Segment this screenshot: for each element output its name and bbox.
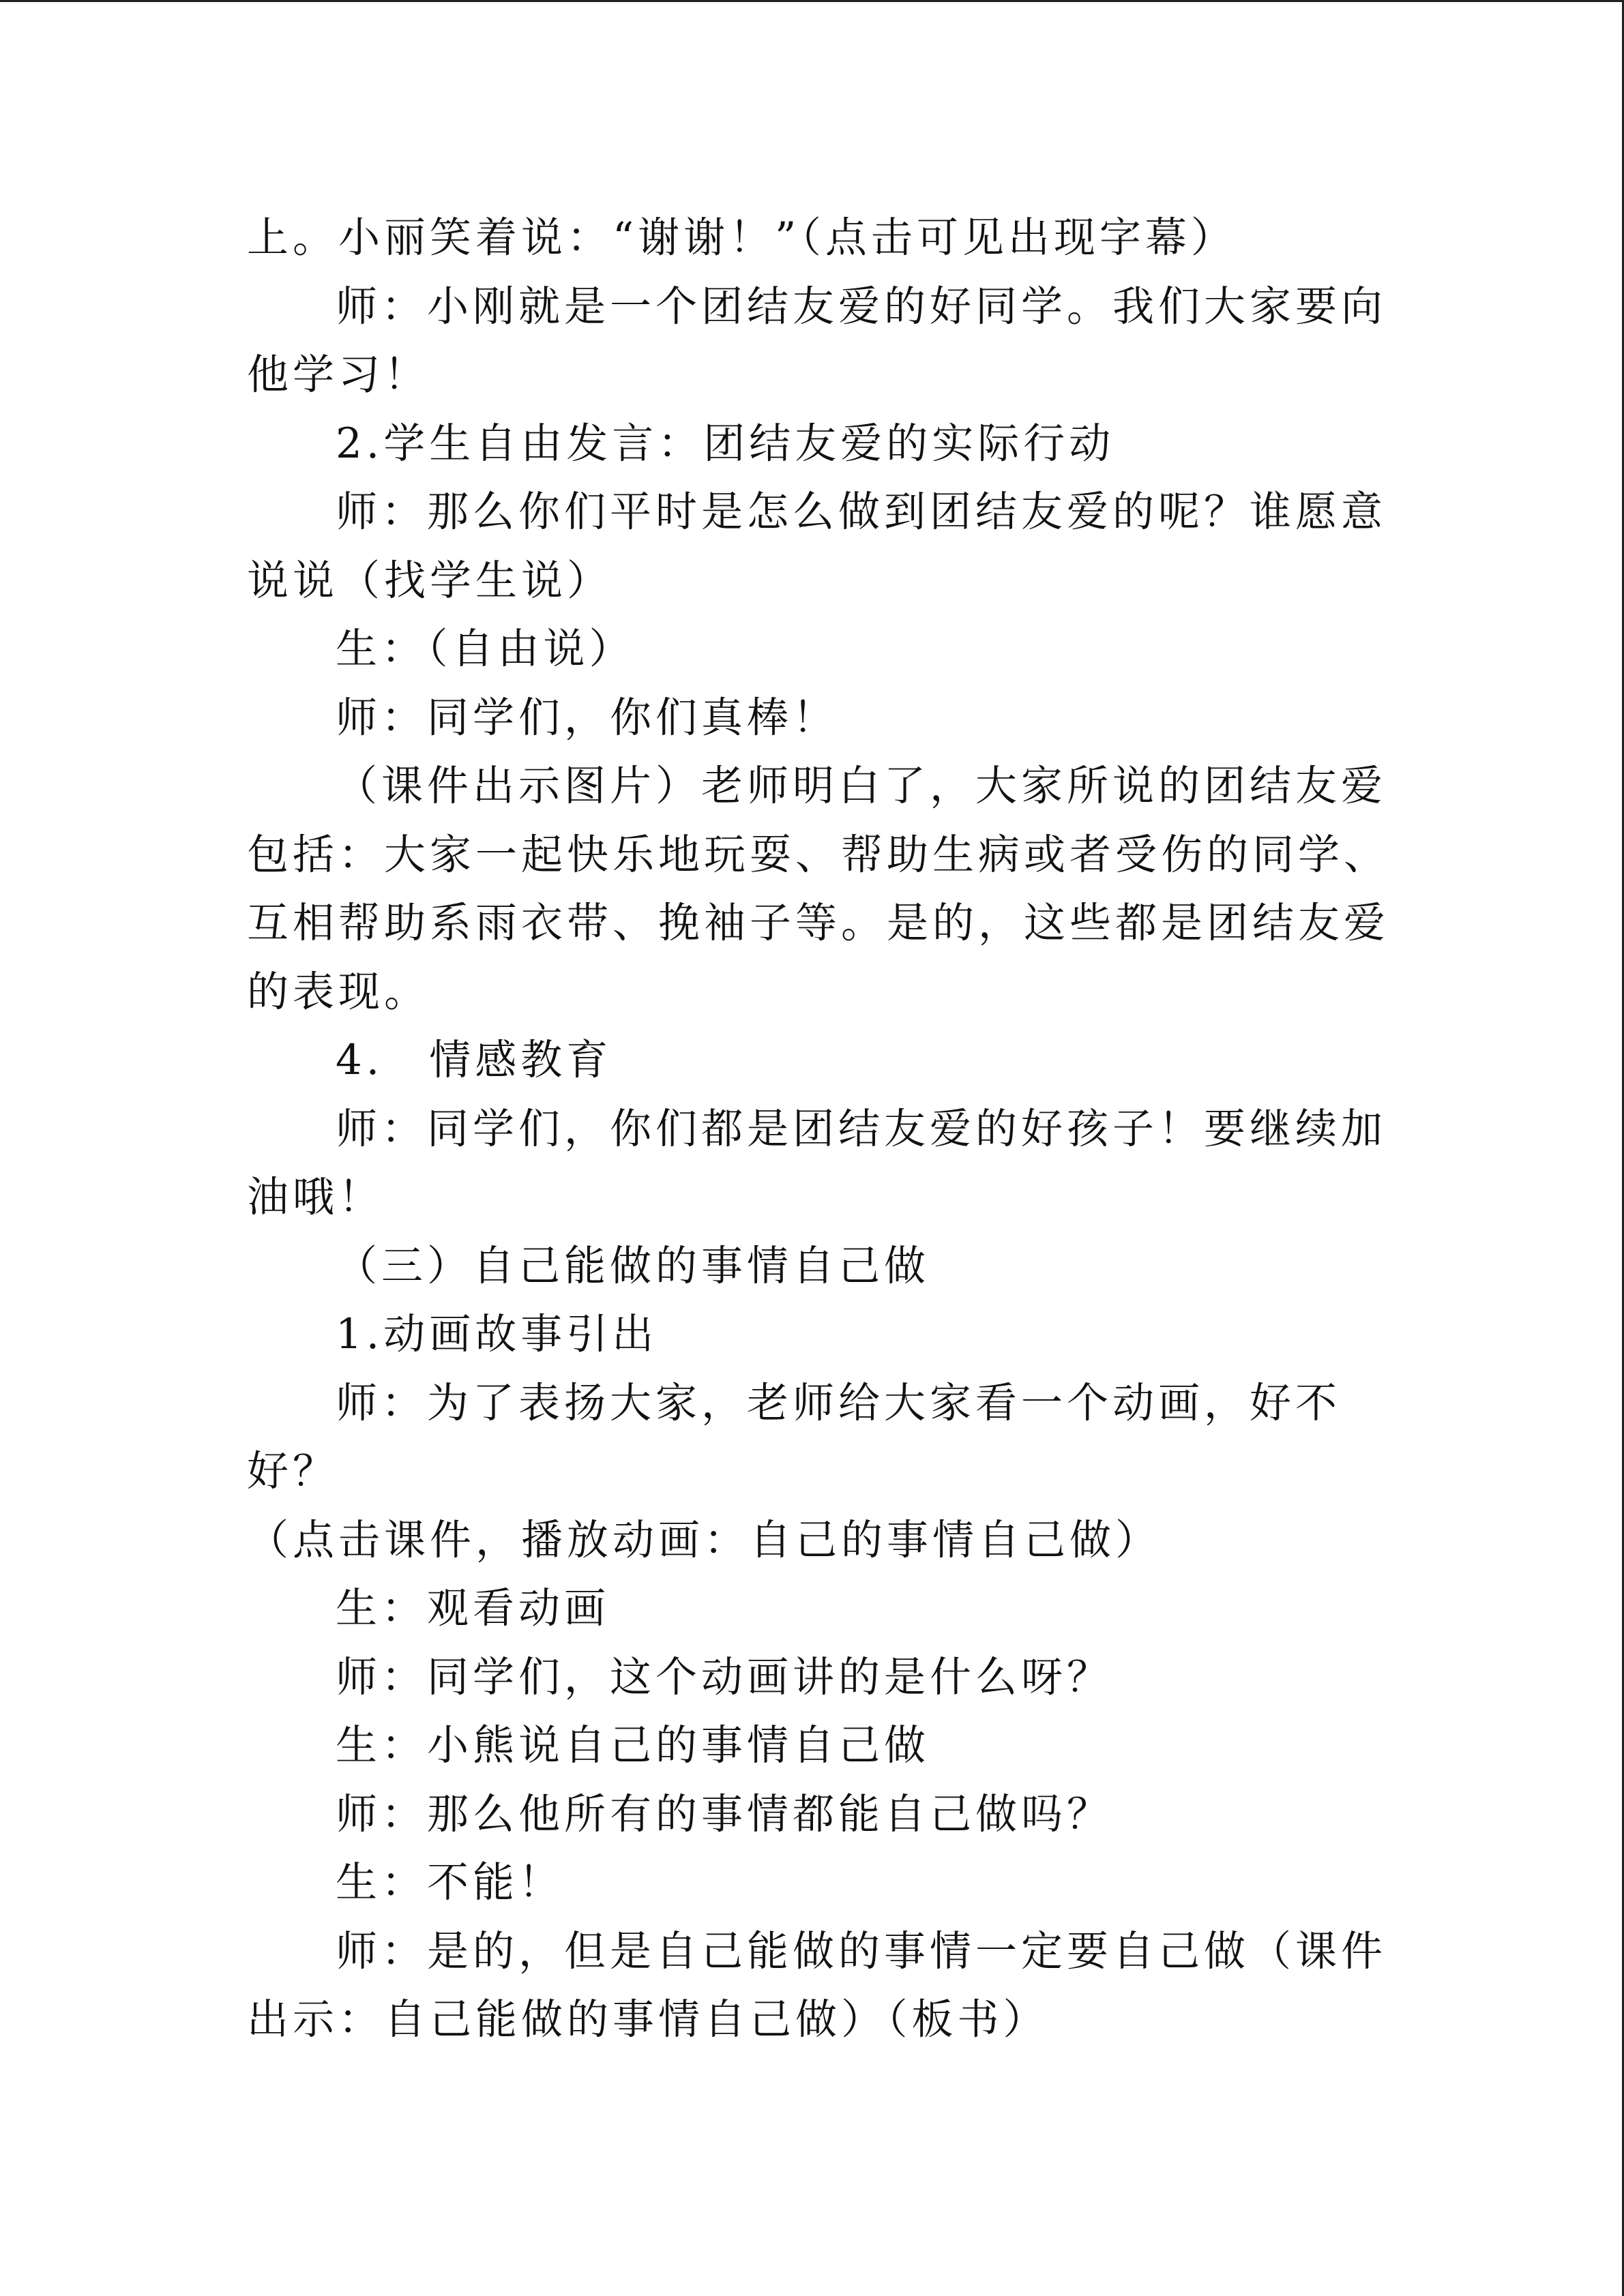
text-line: 说说（找学生说） <box>247 556 613 605</box>
text-line: （点击课件，播放动画：自己的事情自己做） <box>247 1515 1162 1564</box>
text-line: 的表现。 <box>247 967 430 1016</box>
text-line: 生：观看动画 <box>336 1584 610 1632</box>
text-line: 好？ <box>247 1447 339 1495</box>
section-heading: 1.动画故事引出 <box>336 1310 658 1358</box>
text-line: 师：是的，但是自己能做的事情一定要自己做（课件 <box>336 1926 1387 1976</box>
text-line: 包括：大家一起快乐地玩耍、帮助生病或者受伤的同学、 <box>247 830 1390 879</box>
text-line: 互相帮助系雨衣带、挽袖子等。是的，这些都是团结友爱 <box>247 899 1390 947</box>
text-line: 师：那么他所有的事情都能自己做吗？ <box>336 1789 1113 1838</box>
text-line: 师：那么你们平时是怎么做到团结友爱的呢？谁愿意 <box>336 488 1387 536</box>
text-line: 师：小刚就是一个团结友爱的好同学。我们大家要向 <box>336 282 1387 331</box>
text-line: 生：小熊说自己的事情自己做 <box>336 1721 930 1770</box>
text-line: 2.学生自由发言：团结友爱的实际行动 <box>336 419 1115 468</box>
text-line: 师：为了表扬大家，老师给大家看一个动画，好不 <box>336 1378 1342 1427</box>
text-line: 油哦！ <box>247 1173 385 1221</box>
text-line: 生：（自由说） <box>336 625 635 673</box>
text-line: 生：不能！ <box>336 1858 565 1907</box>
text-line: 师：同学们，你们真棒！ <box>336 693 839 742</box>
text-line: 出示：自己能做的事情自己做）（板书） <box>247 1995 1049 2044</box>
section-heading: （三）自己能做的事情自己做 <box>336 1241 930 1290</box>
text-line: 师：同学们，你们都是团结友爱的好孩子！要继续加 <box>336 1104 1387 1153</box>
text-line: 师：同学们，这个动画讲的是什么呀？ <box>336 1652 1113 1701</box>
text-line: （课件出示图片）老师明白了，大家所说的团结友爱 <box>336 762 1387 810</box>
document-body <box>247 204 1390 2055</box>
section-heading: 4. 情感教育 <box>336 1036 612 1084</box>
text-line: 他学习！ <box>247 351 430 399</box>
text-line: 上。小丽笑着说：“谢谢！”（点击可见出现字幕） <box>247 213 1237 262</box>
